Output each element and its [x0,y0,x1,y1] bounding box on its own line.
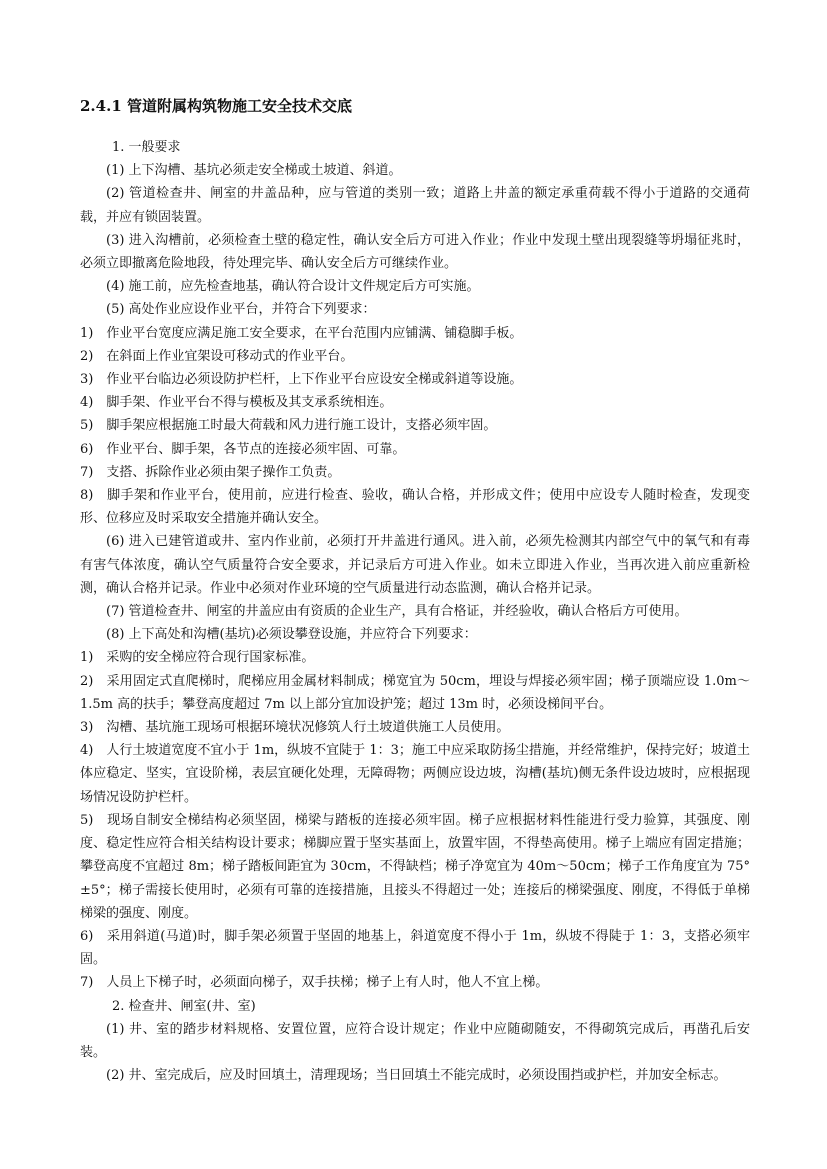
paragraph: (1) 井、室的踏步材料规格、安置位置，应符合设计规定；作业中应随砌随安，不得砌筑完成后，再凿孔后安装。 [80,1021,750,1060]
paragraph: (6) 进入已建管道或井、室内作业前，必须打开井盖进行通风。进入前，必须先检测其内部空气中的氧气和有毒有害气体浓度，确认空气质量符合安全要求，并记录后方可进入作业。如未立即进入作业，当再次进入前应重新检测，确认合格并记录。作业中必须对作业环境的空气质量进行动态监测，确认合格并记录。 [80,534,750,596]
document-body [80,136,750,1087]
paragraph: (5) 高处作业应设作业平台，并符合下列要求： [106,302,376,318]
paragraph: 1) 采购的安全梯应符合现行国家标准。 [80,650,315,666]
paragraph: 6) 采用斜道(马道)时，脚手架必须置于坚固的地基上，斜道宽度不得小于 1m，纵坡不得陡于 1：3，支搭必须牢固。 [80,928,750,968]
paragraph: 7) 人员上下梯子时，必须面向梯子，双手扶梯；梯子上有人时，他人不宜上梯。 [80,975,549,991]
paragraph: 2) 采用固定式直爬梯时，爬梯应用金属材料制成；梯宽宜为 50cm，埋设与焊接必须牢固；梯子顶端应设 1.0m～1.5m 高的扶手；攀登高度超过 7m 以上部分宜加设护笼；超过 13m 时，必须设梯间平台。 [80,673,750,712]
paragraph: 4) 人行土坡道宽度不宜小于 1m，纵坡不宜陡于 1：3；施工中应采取防扬尘措施，并经常维护，保持完好；坡道土体应稳定、坚实，宜设阶梯，表层宜硬化处理，无障碍物；两侧应设边坡，沟槽(基坑)侧无条件设边坡时，应根据现场情况设防护栏杆。 [80,743,750,805]
paragraph: (3) 进入沟槽前，必须检查土壁的稳定性，确认安全后方可进入作业；作业中发现土壁出现裂缝等坍塌征兆时，必须立即撤离危险地段，待处理完毕、确认安全后方可继续作业。 [80,232,750,272]
paragraph: 1) 作业平台宽度应满足施工安全要求，在平台范围内应铺满、铺稳脚手板。 [80,325,523,341]
paragraph: (7) 管道检查井、闸室的井盖应由有资质的企业生产，具有合格证，并经验收，确认合格后方可使用。 [106,604,688,620]
paragraph: 2. 检查井、闸室(井、室) [112,998,256,1014]
paragraph: 7) 支搭、拆除作业必须由架子操作工负责。 [80,464,341,480]
paragraph: (2) 井、室完成后，应及时回填土，清理现场；当日回填土不能完成时，必须设围挡或护栏，并加安全标志。 [106,1068,727,1084]
paragraph: (4) 施工前，应先检查地基，确认符合设计文件规定后方可实施。 [106,279,480,295]
paragraph: 2) 在斜面上作业宜架设可移动式的作业平台。 [80,348,354,364]
paragraph: 6) 作业平台、脚手架，各节点的连接必须牢固、可靠。 [80,441,406,457]
paragraph: (1) 上下沟槽、基坑必须走安全梯或土坡道、斜道。 [106,163,402,179]
paragraph: 3) 沟槽、基坑施工现场可根据环境状况修筑人行土坡道供施工人员使用。 [80,720,510,736]
paragraph: 3) 作业平台临边必须设防护栏杆，上下作业平台应设安全梯或斜道等设施。 [80,372,523,388]
document-title: 2.4.1 管道附属构筑物施工安全技术交底 [80,97,352,115]
paragraph: (2) 管道检查井、闸室的井盖品种，应与管道的类别一致；道路上井盖的额定承重荷载不得小于道路的交通荷载，并应有锁固装置。 [80,186,750,225]
paragraph: 4) 脚手架、作业平台不得与模板及其支承系统相连。 [80,395,393,411]
paragraph: (8) 上下高处和沟槽(基坑)必须设攀登设施，并应符合下列要求： [106,627,477,643]
paragraph: 8) 脚手架和作业平台，使用前，应进行检查、验收，确认合格，并形成文件；使用中应设专人随时检查，发现变形、位移应及时采取安全措施并确认安全。 [80,488,750,527]
paragraph: 5) 现场自制安全梯结构必须坚固，梯梁与踏板的连接必须牢固。梯子应根据材料性能进行受力验算，其强度、刚度、稳定性应符合相关结构设计要求；梯脚应置于坚实基面上，放置牢固，不得垫高使用。梯子上端应有固定措施；攀登高度不宜超过 8m；梯子踏板间距宜为 30cm，不得缺档；梯子净宽宜为 40m～50cm；梯子工作角度宜为 75°±5°；梯子需接长使用时，必须有可靠的连接措施，且接头不得超过一处；连接后的梯梁强度、刚度，不得低于单梯梯梁的强度、刚度。 [80,812,750,921]
paragraph: 5) 脚手架应根据施工时最大荷载和风力进行施工设计，支搭必须牢固。 [80,418,497,434]
paragraph: 1. 一般要求 [112,140,181,155]
